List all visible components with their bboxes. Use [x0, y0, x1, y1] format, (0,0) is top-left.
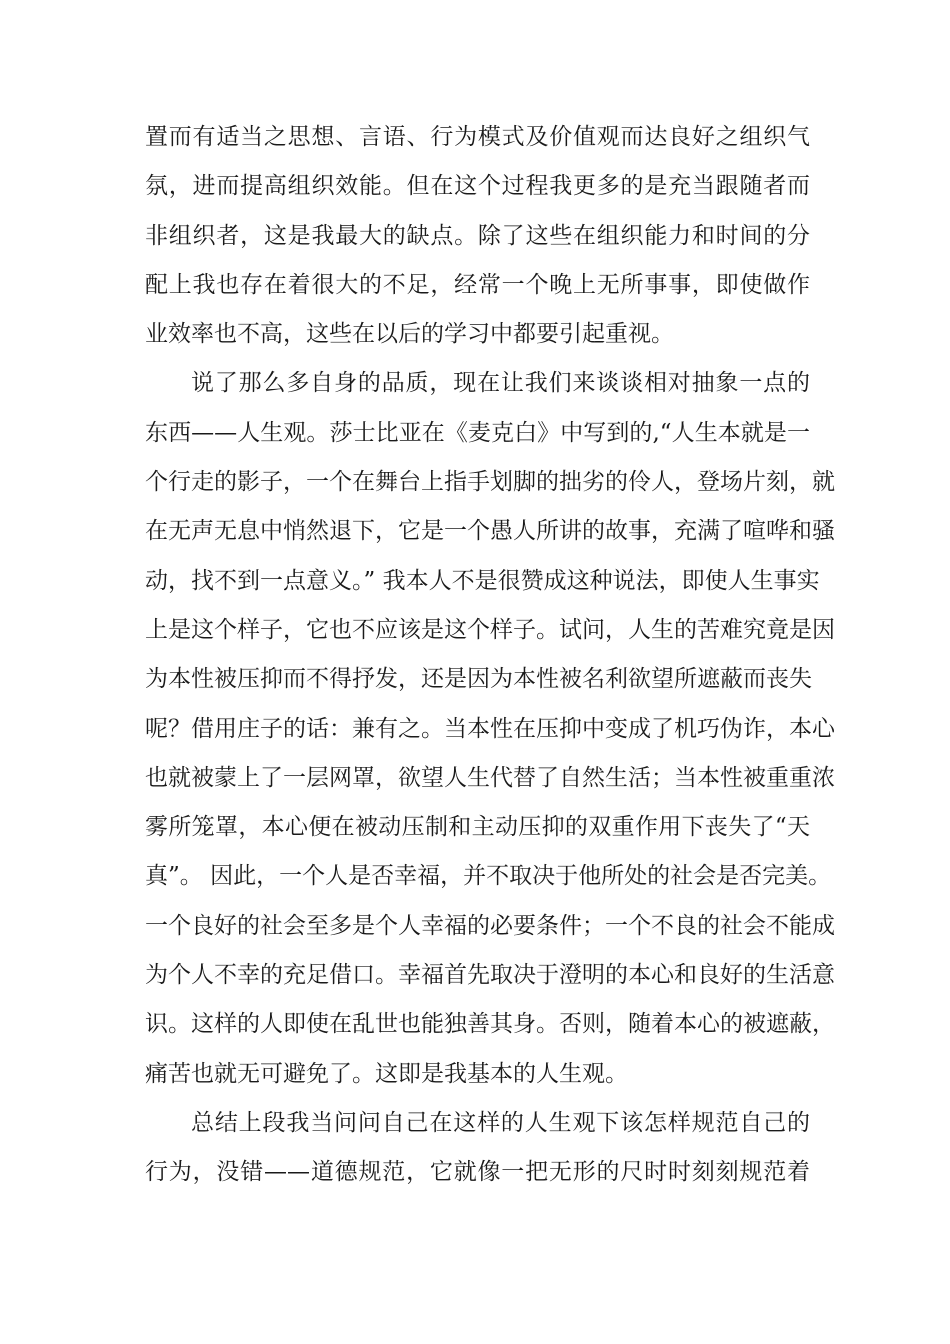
text-line: 业效率也不高，这些在以后的学习中都要引起重视。 — [145, 321, 674, 348]
text-line: 为本性被压抑而不得抒发，还是因为本性被名利欲望所遮蔽而丧失 — [145, 666, 812, 693]
text-line: 说了那么多自身的品质，现在让我们来谈谈相对抽象一点的 — [191, 370, 810, 397]
text-line: 总结上段我当问问自己在这样的人生观下该怎样规范自己的 — [191, 1109, 810, 1136]
text-line: 动，找不到一点意义。” 我本人不是很赞成这种说法，即使人生事实 — [145, 567, 820, 594]
text-line: 置而有适当之思想、言语、行为模式及价值观而达良好之组织气 — [145, 124, 810, 150]
paragraph — [145, 1099, 810, 1198]
text-line: 上是这个样子，它也不应该是这个样子。试问，人生的苦难究竟是因 — [145, 616, 835, 643]
text-line: 一个良好的社会至多是个人幸福的必要条件；一个不良的社会不能成 — [145, 912, 835, 939]
text-line: 氛，进而提高组织效能。但在这个过程我更多的是充当跟随者而 — [145, 173, 810, 200]
text-line: 痛苦也就无可避免了。这即是我基本的人生观。 — [145, 1060, 628, 1087]
paragraph — [145, 113, 810, 359]
text-line: 在无声无息中悄然退下，它是一个愚人所讲的故事，充满了喧哗和骚 — [145, 518, 835, 545]
text-line: 行为，没错——道德规范，它就像一把无形的尺时时刻刻规范着 — [145, 1159, 810, 1186]
text-line: 东西——人生观。莎士比亚在《麦克白》中写到的,“人生本就是一 — [145, 419, 810, 446]
document-body — [145, 113, 835, 1198]
text-line: 呢？借用庄子的话：兼有之。当本性在压抑中变成了机巧伪诈，本心 — [145, 715, 835, 742]
text-line: 识。这样的人即使在乱世也能独善其身。否则，随着本心的被遮蔽， — [145, 1011, 835, 1038]
text-line: 真”。 因此，一个人是否幸福，并不取决于他所处的社会是否完美。 — [145, 863, 832, 890]
text-line: 也就被蒙上了一层网罩，欲望人生代替了自然生活；当本性被重重浓 — [145, 764, 835, 791]
text-line: 配上我也存在着很大的不足，经常一个晚上无所事事，即使做作 — [145, 271, 810, 298]
text-line: 为个人不幸的充足借口。幸福首先取决于澄明的本心和良好的生活意 — [145, 962, 835, 989]
text-line: 非组织者，这是我最大的缺点。除了这些在组织能力和时间的分 — [145, 222, 810, 249]
text-line: 雾所笼罩，本心便在被动压制和主动压抑的双重作用下丧失了“天 — [145, 814, 810, 841]
paragraph — [145, 359, 835, 1098]
text-line: 个行走的影子，一个在舞台上指手划脚的拙劣的伶人，登场片刻，就 — [145, 469, 835, 496]
